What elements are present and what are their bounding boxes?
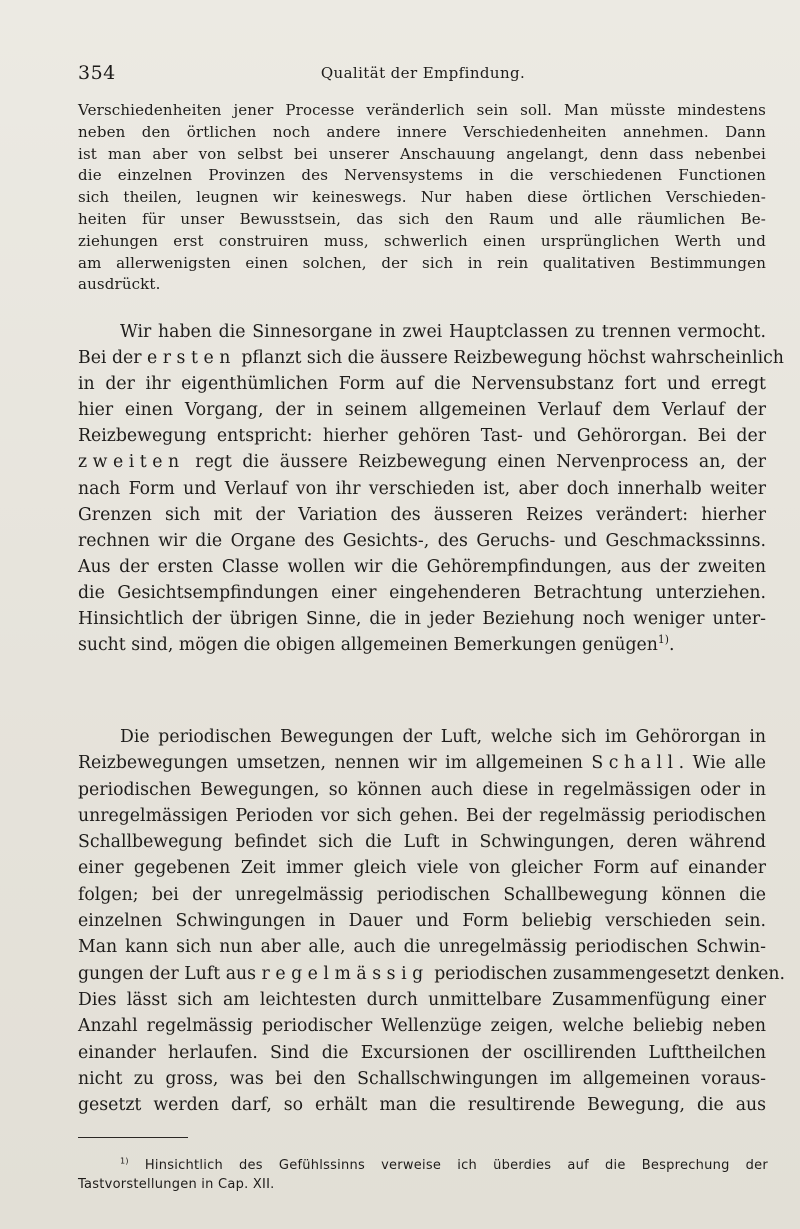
paragraph-2-line (78, 449, 766, 475)
text-run: Bei der (78, 348, 147, 369)
paragraph-2-line: Hinsichtlich der übrigen Sinne, die in jeder Beziehung noch weniger unter- (78, 609, 766, 630)
paragraph-2-line: hier einen Vorgang, der in seinem allgemeinen Verlauf dem Verlauf der (78, 400, 766, 421)
paragraph-1-line: am allerwenigsten einen solchen, der sich in rein qualitativen Bestimmungen (78, 253, 766, 272)
paragraph-3-line: Man kann sich nun aber alle, auch die unregelmässig periodischen Schwin- (78, 937, 766, 958)
paragraph-2-line: die Gesichtsempfindungen einer eingehenderen Betrachtung unterziehen. (78, 582, 766, 603)
text-run: . (668, 635, 675, 656)
text-run: . Wie alle (678, 753, 766, 774)
emphasis-spaced: Schall (591, 753, 679, 774)
text-run: periodischen zusammengesetzt denken. (428, 963, 785, 984)
paragraph-1-line: ist man aber von selbst bei unserer Anschauung angelangt, denn dass nebenbei (78, 144, 766, 163)
text-run: sucht sind, mögen die obigen allgemeinen Bemerkungen genügen (78, 635, 658, 656)
paragraph-3-line: einander herlaufen. Sind die Excursionen der oscillirenden Lufttheilchen (78, 1042, 766, 1063)
text-run: Hinsichtlich des Gefühlssinns verweise ich überdies auf die Besprechung der (128, 1158, 768, 1173)
paragraph-1-line: Verschiedenheiten jener Processe veränderlich sein soll. Man müsste mindestens (78, 101, 766, 119)
paragraph-2-line (78, 345, 784, 371)
paragraph-2-line: Wir haben die Sinnesorgane in zwei Hauptclassen zu trennen vermocht. (120, 322, 766, 342)
page-number: 354 (78, 62, 116, 84)
text-run: Reizbewegungen umsetzen, nennen wir im allgemeinen (78, 753, 592, 774)
paragraph-3-line: einer gegebenen Zeit immer gleich viele von gleicher Form auf einander (78, 858, 766, 879)
footnote-reference[interactable]: 1) (657, 633, 669, 647)
paragraph-3-line (78, 961, 785, 987)
emphasis-spaced: regelmässig (261, 963, 429, 984)
paragraph-2-line (78, 632, 766, 658)
paragraph-3-line: Die periodischen Bewegungen der Luft, welche sich im Gehörorgan in (120, 727, 766, 747)
paragraph-3-line (78, 750, 766, 776)
paragraph-1-line: ausdrückt. (78, 275, 161, 294)
footnote-line: Tastvorstellungen in Cap. XII. (78, 1177, 275, 1192)
paragraph-2 (78, 319, 784, 658)
text-run: gungen der Luft aus (78, 963, 262, 984)
paragraph-3-line: einzelnen Schwingungen in Dauer und Form beliebig verschieden sein. (78, 911, 766, 932)
paragraph-1 (78, 100, 766, 296)
footnote (78, 1156, 768, 1194)
paragraph-3-line: gesetzt werden darf, so erhält man die resultirende Bewegung, die aus (78, 1095, 766, 1116)
paragraph-3-line: periodischen Bewegungen, so können auch diese in regelmässigen oder in (78, 779, 766, 800)
emphasis-spaced: zweiten (78, 452, 185, 473)
text-run: pflanzt sich die äussere Reizbewegung höchst wahrscheinlich (235, 348, 784, 369)
paragraph-2-line: rechnen wir die Organe des Gesichts-, des Geruchs- und Geschmackssinns. (78, 530, 766, 551)
paragraph-3-line: unregelmässigen Perioden vor sich gehen. Bei der regelmässig periodischen (78, 805, 766, 826)
paragraph-1-line: die einzelnen Provinzen des Nervensystems in die verschiedenen Functionen (78, 166, 766, 185)
paragraph-2-line: Grenzen sich mit der Variation des äusseren Reizes verändert: hierher (78, 504, 766, 525)
emphasis-spaced: ersten (147, 348, 236, 369)
running-head (78, 62, 768, 86)
paragraph-3-line: Anzahl regelmässig periodischer Wellenzüge zeigen, welche beliebig neben (78, 1016, 766, 1037)
paragraph-2-line: in der ihr eigenthümlichen Form auf die Nervensubstanz fort und erregt (78, 374, 766, 395)
paragraph-3-line: Schallbewegung befindet sich die Luft in Schwingungen, deren während (78, 832, 766, 853)
paragraph-2-line: nach Form und Verlauf von ihr verschieden ist, aber doch innerhalb weiter (78, 478, 766, 499)
footnote-divider (78, 1137, 188, 1138)
paragraph-1-line: ziehungen erst construiren muss, schwerlich einen ursprünglichen Werth und (78, 231, 766, 250)
paragraph-2-line: Aus der ersten Classe wollen wir die Gehörempfindungen, aus der zweiten (78, 556, 766, 577)
paragraph-1-line: sich theilen, leugnen wir keineswegs. Nur haben diese örtlichen Verschieden- (78, 188, 766, 207)
text-run: regt die äussere Reizbewegung einen Nervenprocess an, der (184, 452, 766, 473)
paragraph-3-line: folgen; bei der unregelmässig periodischen Schallbewegung können die (78, 884, 766, 905)
paragraph-3-line: nicht zu gross, was bei den Schallschwingungen im allgemeinen voraus- (78, 1068, 766, 1089)
footnote-line (78, 1156, 768, 1175)
paragraph-1-line: heiten für unser Bewusstsein, das sich den Raum und alle räumlichen Be- (78, 209, 766, 228)
paragraph-3-line: Dies lässt sich am leichtesten durch unmittelbare Zusammenfügung einer (78, 989, 766, 1010)
running-title: Qualität der Empfindung. (320, 64, 526, 82)
footnote-marker: 1) (120, 1156, 129, 1166)
paragraph-1-line: neben den örtlichen noch andere innere Verschiedenheiten annehmen. Dann (78, 122, 766, 141)
paragraph-2-line: Reizbewegung entspricht: hierher gehören Tast- und Gehörorgan. Bei der (78, 426, 766, 447)
paragraph-3 (78, 724, 785, 1118)
